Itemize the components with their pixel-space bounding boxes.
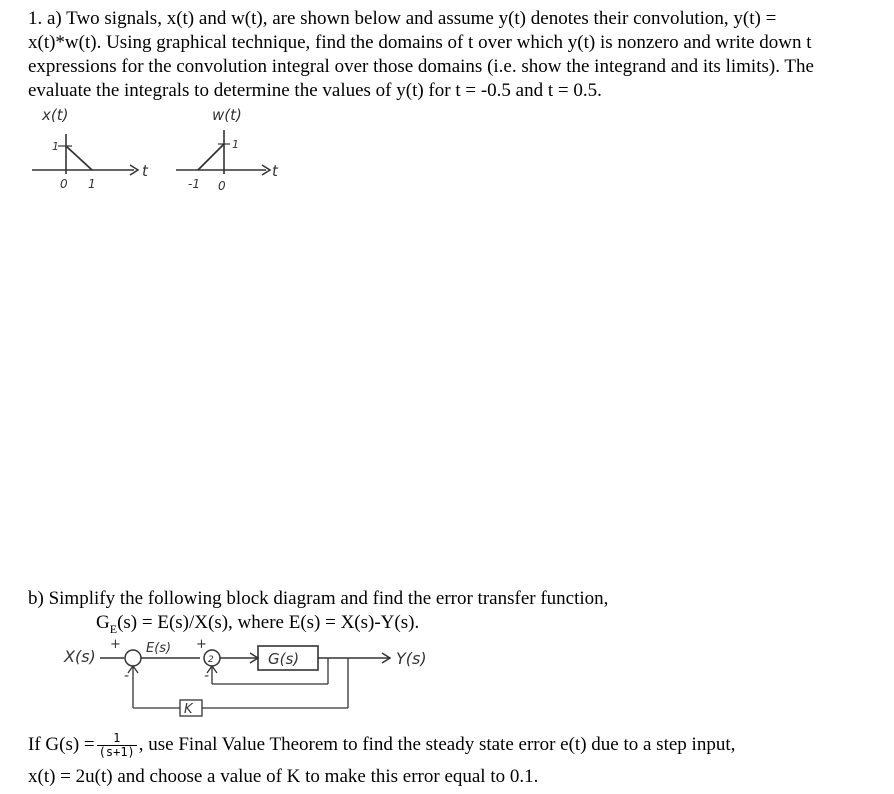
w-ramp: [198, 144, 224, 170]
sum2-minus: -: [204, 668, 210, 684]
x-tick-0: 0: [60, 177, 68, 191]
ge-definition: (s) = E(s)/X(s), where E(s) = X(s)-Y(s).: [117, 612, 420, 633]
problem-1a-line-3: expressions for the convolution integral over those domains (i.e. show the integrand and its limits). The: [28, 56, 814, 77]
x-tick-1: 1: [88, 177, 96, 191]
g-definition-prefix: If G(s) =: [28, 734, 95, 755]
fvt-instruction: , use Final Value Theorem to find the steady state error e(t) due to a step input,: [138, 734, 736, 755]
w-tick-0: 0: [218, 179, 226, 193]
k-block-label: K: [184, 702, 193, 717]
w-tick-minus-1: -1: [188, 177, 200, 191]
x-axis-t-label: t: [142, 162, 148, 180]
block-diagram: [60, 636, 480, 722]
problem-1a-line-1: 1. a) Two signals, x(t) and w(t), are shown below and assume y(t) denotes their convolution, y(t) =: [28, 8, 777, 29]
x-ramp: [66, 146, 92, 170]
output-label: Y(s): [396, 649, 427, 668]
problem-1b-line-4: x(t) = 2u(t) and choose a value of K to make this error equal to 0.1.: [28, 766, 539, 787]
ge-prefix: G: [96, 612, 110, 633]
sum1-minus: -: [124, 668, 130, 684]
g-fraction-numerator: 1: [97, 732, 137, 746]
signals-sketch: [28, 104, 288, 194]
w-signal-label: w(t): [212, 106, 242, 124]
x-height-label: 1: [52, 140, 59, 153]
problem-1b-line-1: b) Simplify the following block diagram and find the error transfer function,: [28, 588, 609, 609]
x-signal-label: x(t): [42, 106, 69, 124]
ge-subscript: E: [109, 621, 118, 636]
summing-junction-1: [125, 650, 141, 666]
g-fraction-denominator: (s+1): [98, 745, 135, 760]
sum2-plus: +: [196, 637, 207, 652]
problem-1a-line-2: x(t)*w(t). Using graphical technique, find the domains of t over which y(t) is nonzero and write down t: [28, 32, 812, 53]
g-fraction: [97, 732, 137, 759]
sum2-mark: 2: [208, 655, 214, 665]
error-label: E(s): [146, 641, 172, 656]
input-label: X(s): [64, 647, 96, 666]
problem-1a-line-4: evaluate the integrals to determine the values of y(t) for t = -0.5 and t = 0.5.: [28, 80, 602, 101]
sum1-plus: +: [110, 637, 121, 652]
problem-1b-line-3: [28, 730, 735, 760]
w-axis-t-label: t: [272, 162, 278, 180]
w-height-label: 1: [232, 138, 239, 151]
g-block-label: G(s): [268, 650, 300, 668]
